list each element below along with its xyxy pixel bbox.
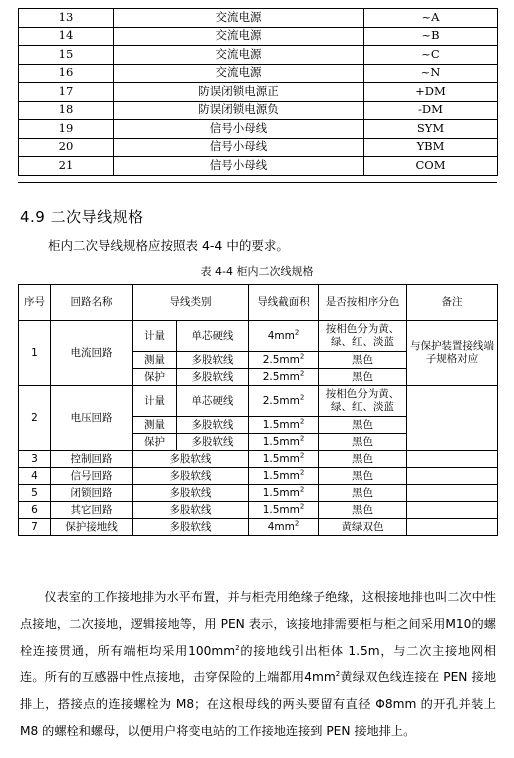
cell-color: 黑色 [319, 352, 407, 369]
paragraph: 仪表室的工作接地排为水平布置，并与柜壳用绝缘子绝缘，这根接地排也叫二次中性点接地，二次接地，逻辑接地等，用 PEN 表示，该接地排需要柜与柜之间采用M10的螺栓连接贯通，所有端柜均采用$100mm^2$的接地线引出柜体 1.5m，与二次主接地网相连。所有的互感器中性点接地，击穿保险的上端都用$4mm^2$黄绿双色线连接在 PEN 接地排上，搭接点的连接螺栓为 M8；在这根母线的两头要留有直径 Φ8mm 的开孔并装上 M8 的螺栓和螺母，以便用户将变电站的工作接地连接到 PEN 接地排上。 [20, 590, 497, 738]
table-row [19, 321, 498, 352]
header-remark: 备注 [407, 285, 498, 321]
cell-code: -DM [364, 101, 498, 120]
cell-no: 18 [19, 101, 114, 120]
cell-code: ~B [364, 27, 498, 46]
cell-color: 黑色 [319, 502, 407, 519]
table-row [19, 157, 498, 176]
cell-color: 按相色分为黄、绿、红、淡蓝 [319, 321, 407, 352]
cell-type: 多股软线 [177, 352, 249, 369]
header-circuit: 回路名称 [51, 285, 133, 321]
cell-name: 防误闭锁电源负 [114, 101, 364, 120]
cell-area: $1.5mm^2$ [249, 434, 319, 451]
cell-use: 测量 [133, 352, 177, 369]
cell-no: 15 [19, 46, 114, 65]
cell-no: 16 [19, 64, 114, 83]
intro-text: 柜内二次导线规格应按照表 4-4 中的要求。 [48, 238, 289, 253]
cell-type: 多股软线 [133, 468, 249, 485]
cell-type: 多股软线 [177, 434, 249, 451]
cell-no: 13 [19, 9, 114, 28]
cell-circuit: 控制回路 [51, 451, 133, 468]
cell-type: 单芯硬线 [177, 386, 249, 417]
cell-code: YBM [364, 138, 498, 157]
cell-circuit: 电压回路 [51, 386, 133, 451]
table-row [19, 120, 498, 139]
cell-no: 3 [19, 451, 51, 468]
cell-area: $4mm^2$ [249, 321, 319, 352]
cell-remark: 与保护装置接线端子规格对应 [407, 321, 498, 386]
cell-area: $1.5mm^2$ [249, 485, 319, 502]
cell-circuit: 保护接地线 [51, 519, 133, 536]
cell-color: 黑色 [319, 417, 407, 434]
cell-name: 防误闭锁电源正 [114, 83, 364, 102]
table-row [19, 46, 498, 65]
cell-area: $2.5mm^2$ [249, 386, 319, 417]
cell-remark-empty [407, 519, 498, 536]
cell-circuit: 其它回路 [51, 502, 133, 519]
section-heading: 4.9 二次导线规格 [20, 208, 144, 226]
cell-code: ~C [364, 46, 498, 65]
cell-area: $2.5mm^2$ [249, 369, 319, 386]
cell-color: 黑色 [319, 369, 407, 386]
cell-remark-empty [407, 468, 498, 485]
cell-use: 计量 [133, 321, 177, 352]
header-seq: 序号 [19, 285, 51, 321]
table-row [19, 519, 498, 536]
wire-spec-table [18, 284, 498, 536]
cell-type: 多股软线 [133, 502, 249, 519]
table-row [19, 386, 498, 417]
table-row [19, 468, 498, 485]
cell-name: 交流电源 [114, 46, 364, 65]
cell-area: $1.5mm^2$ [249, 502, 319, 519]
cell-type: 多股软线 [177, 369, 249, 386]
cell-no: 21 [19, 157, 114, 176]
cell-color: 按相色分为黄、绿、红、淡蓝 [319, 386, 407, 417]
cell-no: 19 [19, 120, 114, 139]
table-row [19, 9, 498, 28]
table-row [19, 101, 498, 120]
cell-code: ~N [364, 64, 498, 83]
cell-area: $1.5mm^2$ [249, 417, 319, 434]
cell-type: 多股软线 [177, 417, 249, 434]
table-caption: 表 4-4 柜内二次线规格 [200, 265, 314, 278]
table-row [19, 27, 498, 46]
cell-no: 4 [19, 468, 51, 485]
cell-name: 信号小母线 [114, 120, 364, 139]
cell-no: 7 [19, 519, 51, 536]
cell-name: 信号小母线 [114, 138, 364, 157]
body-paragraph [20, 584, 496, 745]
cell-circuit: 信号回路 [51, 468, 133, 485]
cell-code: ~A [364, 9, 498, 28]
cell-use: 计量 [133, 386, 177, 417]
cell-type: 多股软线 [133, 451, 249, 468]
cell-area: $1.5mm^2$ [249, 451, 319, 468]
table-row [19, 83, 498, 102]
cell-color: 黑色 [319, 451, 407, 468]
table-row [19, 502, 498, 519]
cell-remark-empty [407, 386, 498, 451]
cell-area: $4mm^2$ [249, 519, 319, 536]
table-row [19, 485, 498, 502]
cell-circuit: 闭锁回路 [51, 485, 133, 502]
signal-bus-table [18, 8, 498, 176]
cell-code: COM [364, 157, 498, 176]
cell-color: 黑色 [319, 468, 407, 485]
cell-use: 保护 [133, 369, 177, 386]
cell-color: 黑色 [319, 434, 407, 451]
cell-no: 14 [19, 27, 114, 46]
cell-name: 交流电源 [114, 64, 364, 83]
cell-no: 17 [19, 83, 114, 102]
cell-type: 多股软线 [133, 519, 249, 536]
table-row [19, 138, 498, 157]
cell-remark-empty [407, 451, 498, 468]
cell-use: 保护 [133, 434, 177, 451]
cell-code: +DM [364, 83, 498, 102]
cell-type: 多股软线 [133, 485, 249, 502]
table-header-row [19, 285, 498, 321]
header-phase-color: 是否按相序分色 [319, 285, 407, 321]
cell-color: 黄绿双色 [319, 519, 407, 536]
cell-name: 信号小母线 [114, 157, 364, 176]
cell-name: 交流电源 [114, 9, 364, 28]
cell-remark-empty [407, 485, 498, 502]
cell-area: $2.5mm^2$ [249, 352, 319, 369]
cell-circuit: 电流回路 [51, 321, 133, 386]
table-row [19, 64, 498, 83]
cell-name: 交流电源 [114, 27, 364, 46]
cell-code: SYM [364, 120, 498, 139]
cell-no: 20 [19, 138, 114, 157]
cell-no: 6 [19, 502, 51, 519]
table-row [19, 451, 498, 468]
header-section-area: 导线截面积 [249, 285, 319, 321]
header-wire-type: 导线类别 [133, 285, 249, 321]
separator-rule [18, 182, 497, 183]
cell-type: 单芯硬线 [177, 321, 249, 352]
cell-no: 2 [19, 386, 51, 451]
cell-remark-empty [407, 502, 498, 519]
cell-area: $1.5mm^2$ [249, 468, 319, 485]
cell-no: 5 [19, 485, 51, 502]
cell-color: 黑色 [319, 485, 407, 502]
cell-no: 1 [19, 321, 51, 386]
cell-use: 测量 [133, 417, 177, 434]
